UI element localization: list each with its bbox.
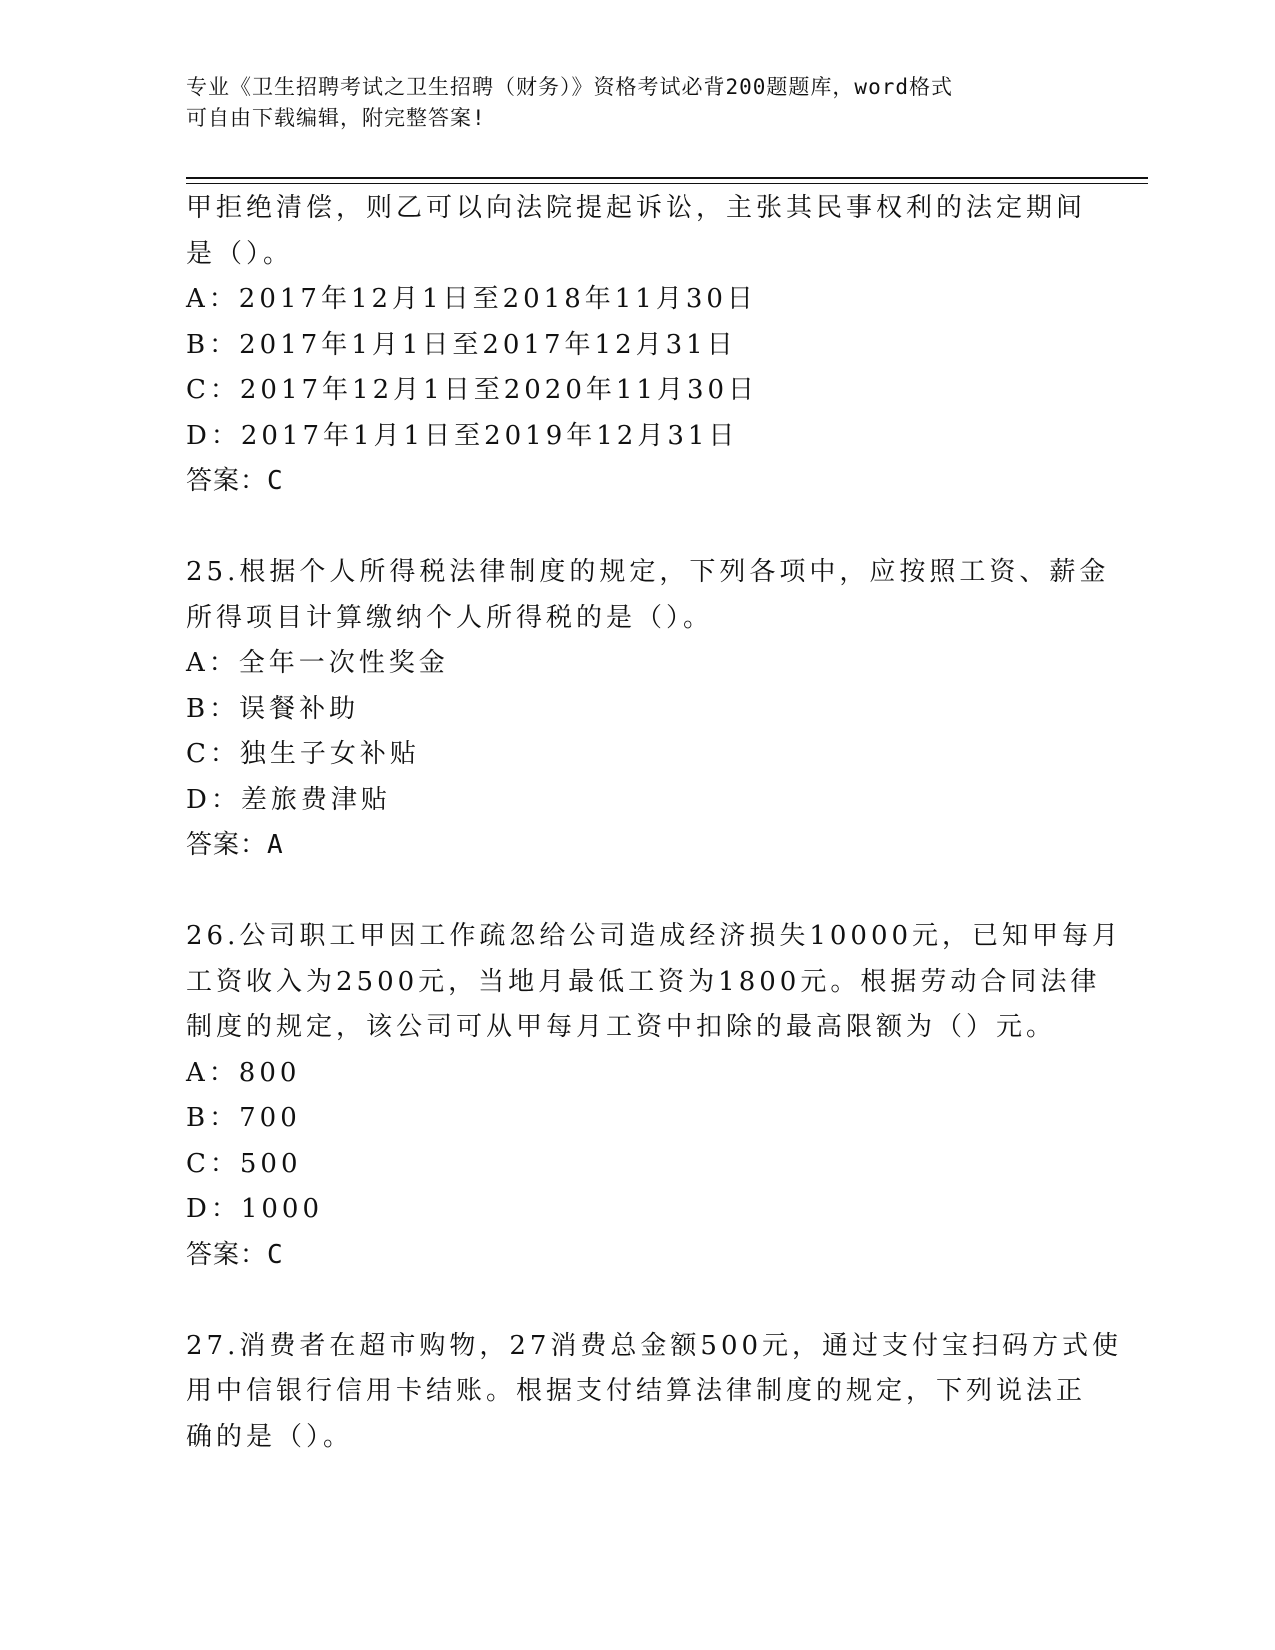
option-a: A：2017年12月1日至2018年11月30日 xyxy=(186,284,757,314)
header-line: 可自由下载编辑，附完整答案! xyxy=(186,106,486,130)
answer-text: 答案：C xyxy=(186,1239,284,1270)
question-text: 27.消费者在超市购物，27消费总金额500元，通过支付宝扫码方式使 xyxy=(186,1330,1123,1361)
option-c: C：独生子女补贴 xyxy=(186,739,420,769)
question-block xyxy=(186,1324,1123,1461)
answer-text: 答案：A xyxy=(186,830,284,860)
option-b: B：2017年1月1日至2017年12月31日 xyxy=(186,329,737,360)
option-b: B：误餐补助 xyxy=(186,693,360,724)
question-list xyxy=(186,186,1123,1460)
option-c: C：2017年12月1日至2020年11月30日 xyxy=(186,375,759,405)
question-text: 工资收入为2500元，当地月最低工资为1800元。根据劳动合同法律 xyxy=(186,966,1101,997)
question-text: 甲拒绝清偿，则乙可以向法院提起诉讼，主张其民事权利的法定期间 xyxy=(186,193,1087,223)
question-block xyxy=(186,914,1123,1278)
option-b: B：700 xyxy=(186,1103,301,1133)
option-d: D：1000 xyxy=(186,1194,324,1224)
question-text: 确的是（）。 xyxy=(186,1421,354,1452)
question-text: 所得项目计算缴纳个人所得税的是（）。 xyxy=(186,602,714,633)
option-a: A：全年一次性奖金 xyxy=(186,648,449,678)
option-d: D：差旅费津贴 xyxy=(186,784,391,815)
question-text: 用中信银行信用卡结账。根据支付结算法律制度的规定，下列说法正 xyxy=(186,1376,1087,1406)
header-divider-thick xyxy=(186,177,1148,179)
answer-text: 答案：C xyxy=(186,466,284,496)
question-text: 25.根据个人所得税法律制度的规定，下列各项中，应按照工资、薪金 xyxy=(186,557,1110,587)
question-block xyxy=(186,550,1110,869)
question-text: 是（）。 xyxy=(186,238,294,269)
option-c: C：500 xyxy=(186,1148,302,1179)
question-text: 26.公司职工甲因工作疏忽给公司造成经济损失10000元，已知甲每月 xyxy=(186,921,1123,951)
header-line: 专业《卫生招聘考试之卫生招聘（财务）》资格考试必背200题题库，word格式 xyxy=(186,75,953,99)
option-a: A：800 xyxy=(186,1057,301,1088)
question-text: 制度的规定，该公司可从甲每月工资中扣除的最高限额为（）元。 xyxy=(186,1012,1057,1042)
option-d: D：2017年1月1日至2019年12月31日 xyxy=(186,420,739,451)
header-divider-thin xyxy=(186,183,1148,184)
document-header xyxy=(186,72,1066,134)
question-block xyxy=(186,186,1086,505)
